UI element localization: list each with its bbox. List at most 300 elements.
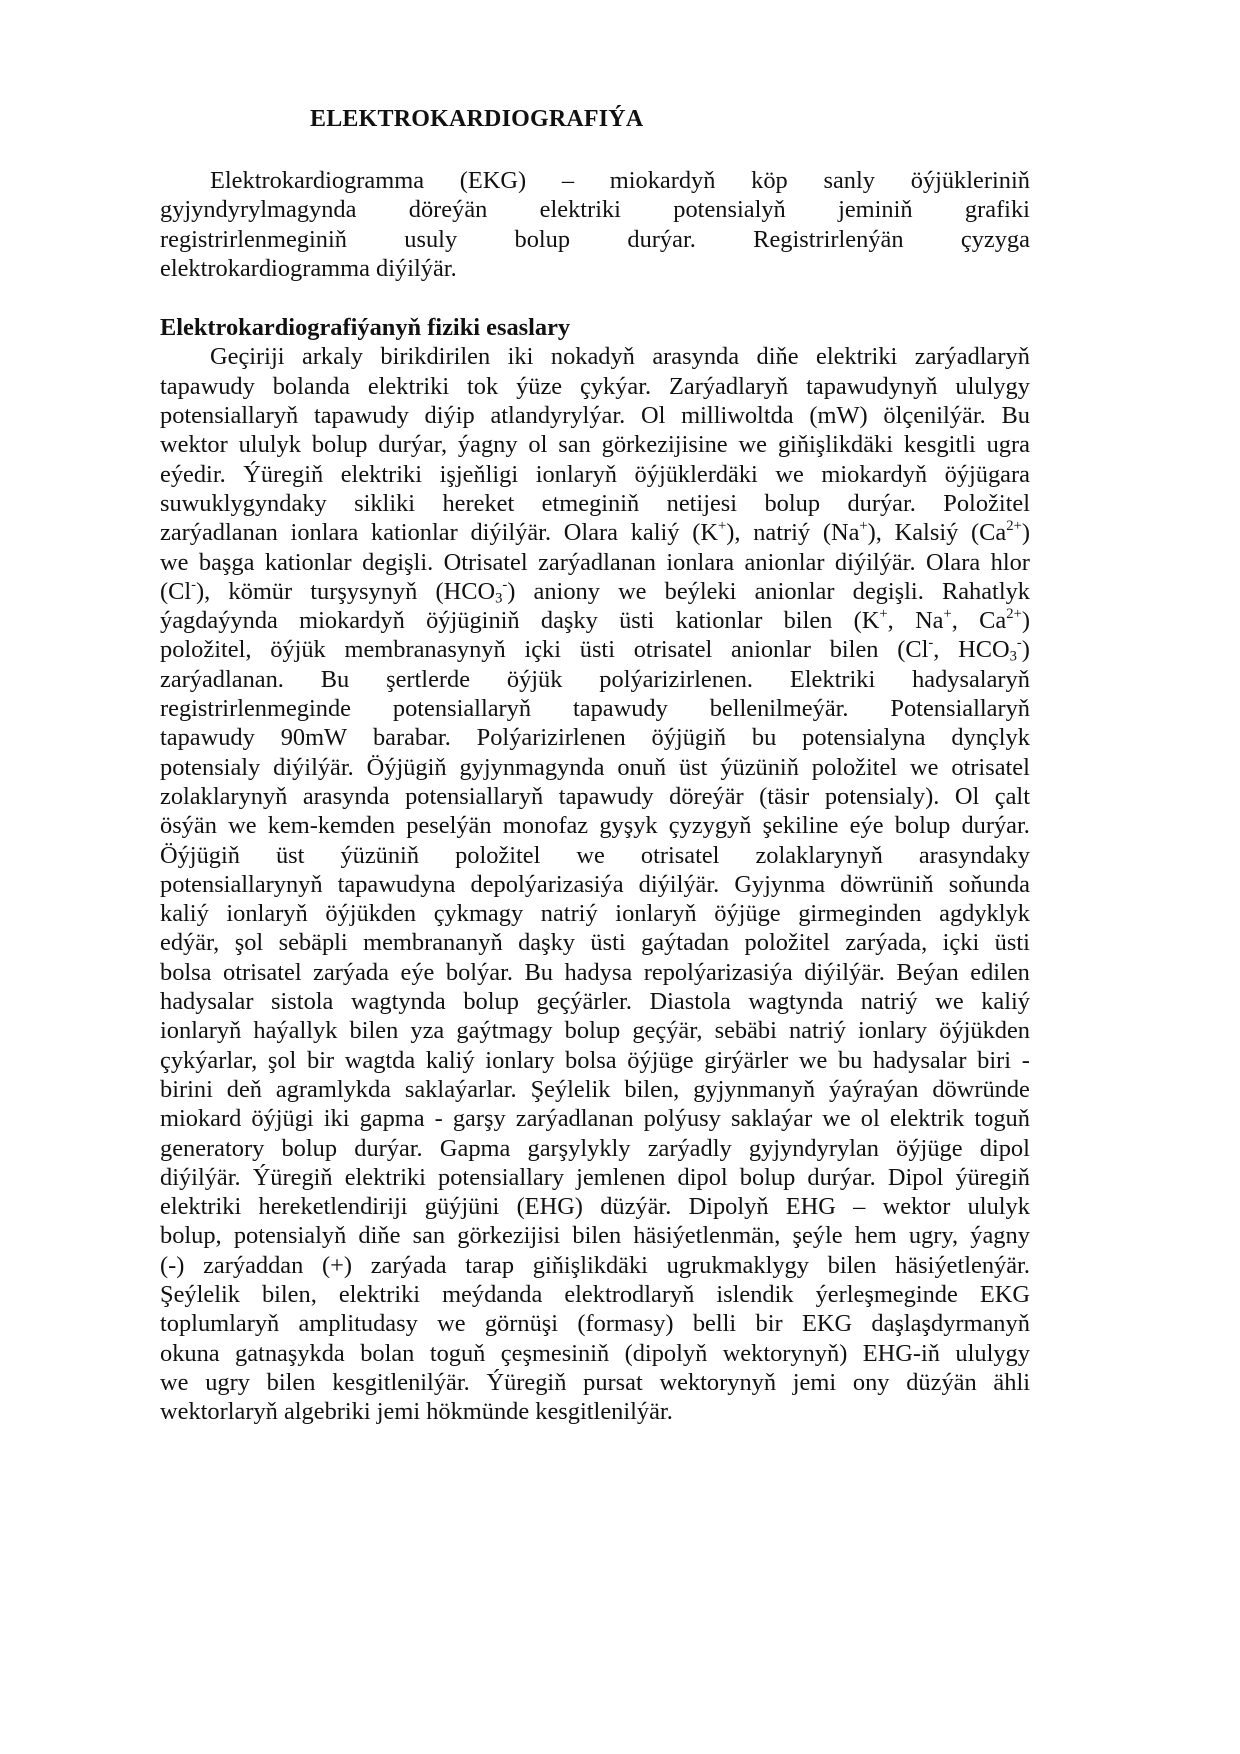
- word: wektorlaryň: [160, 1398, 278, 1426]
- word: eýe: [400, 958, 435, 986]
- word: öýjük: [270, 636, 326, 664]
- word: $HCO_3^-$): [958, 635, 1030, 666]
- word: diýilýär.: [804, 958, 885, 986]
- word: bolup: [564, 1017, 621, 1045]
- word: (mW): [809, 402, 868, 430]
- word: degişli.: [362, 548, 434, 576]
- word: elektrodlaryň: [564, 1280, 695, 1308]
- word: çykmagy: [433, 900, 524, 928]
- word: Kalsiý: [894, 519, 959, 547]
- word: agdyklyk: [939, 900, 1030, 928]
- word: şeýle: [792, 1222, 843, 1250]
- word: beýleki: [664, 577, 737, 605]
- text-line: [160, 1368, 1030, 1397]
- word: Bu: [320, 665, 350, 693]
- word: diýilýär.: [470, 519, 552, 547]
- word: bir: [307, 1046, 335, 1074]
- word: otrisatel: [640, 841, 720, 869]
- word: zarýadlaryň: [914, 343, 1030, 371]
- word: bilen: [783, 607, 833, 635]
- word: bolup: [764, 489, 821, 517]
- word: (Cl-),: [160, 576, 211, 605]
- word: Gyjynma: [734, 870, 826, 898]
- document-page: [160, 104, 1030, 1426]
- word: düzýän: [906, 1368, 977, 1396]
- word: membrananyň: [363, 929, 503, 957]
- word: çeşmesiniň: [500, 1339, 610, 1367]
- word: görkezijisine: [601, 431, 728, 459]
- word: we: [618, 577, 647, 605]
- word: garşy: [452, 1105, 506, 1133]
- word: yza: [410, 1017, 445, 1045]
- word: onuň: [617, 753, 667, 781]
- word: zarýadly: [647, 1134, 732, 1162]
- word: birini: [160, 1075, 213, 1103]
- word: hereket: [442, 489, 515, 517]
- word: –: [561, 167, 575, 194]
- word: Öýjügiň: [366, 753, 447, 781]
- word: durýar.: [961, 812, 1030, 840]
- word: zarýadlanan: [538, 548, 656, 576]
- word: elektriki: [367, 372, 450, 400]
- text-line: [160, 928, 1030, 957]
- word: hadysalaryň: [912, 665, 1030, 693]
- word: položitel: [744, 929, 830, 957]
- word: zarýadlanan: [515, 1105, 634, 1133]
- word: ululyk: [967, 1193, 1030, 1221]
- word: ýagny: [457, 431, 518, 459]
- word: Rahatlyk: [941, 577, 1030, 605]
- word: natriý: [789, 1017, 846, 1045]
- word: geçýärler.: [536, 988, 632, 1016]
- word: degişli.: [852, 577, 924, 605]
- text-line: [160, 1016, 1030, 1045]
- word: 90mW: [280, 724, 348, 752]
- word: gyjyndyrylmagynda: [160, 196, 357, 224]
- word: elektriki: [340, 460, 423, 488]
- word: bolup: [739, 1163, 796, 1191]
- word: otrisatel: [223, 958, 302, 986]
- word: registrirlenmeginiň: [160, 225, 347, 253]
- text-line: [160, 1104, 1030, 1133]
- word: turşysynyň: [310, 577, 418, 605]
- text-line: [160, 1309, 1030, 1338]
- word: bilen: [827, 1251, 877, 1279]
- word: Dipolyň: [688, 1193, 769, 1221]
- word: üsti: [619, 607, 655, 635]
- word: diýilýär.: [160, 1163, 241, 1191]
- word: şertlerde: [386, 665, 471, 693]
- word: pursat: [583, 1368, 643, 1396]
- word: bilen: [829, 636, 879, 664]
- text-line: [160, 665, 1030, 694]
- word: ölçenilýär.: [883, 402, 986, 430]
- word: Beýan: [896, 958, 959, 986]
- word: ähli: [993, 1368, 1030, 1396]
- word: atlandyrylýar.: [490, 402, 626, 430]
- text-line: [160, 1192, 1030, 1221]
- word: içki: [524, 636, 562, 664]
- word: içki: [942, 929, 980, 957]
- word: milliwoltda: [681, 402, 794, 430]
- text-line: [160, 870, 1030, 899]
- word: (Cl-,: [897, 635, 940, 664]
- text-line: [160, 489, 1030, 518]
- word: gapma: [359, 1105, 425, 1133]
- word: saklaýarlar.: [404, 1075, 517, 1103]
- word: Ýüregiň: [486, 1368, 567, 1396]
- word: položitel: [455, 841, 541, 869]
- word: miokardyň: [299, 607, 405, 635]
- word: Diastola: [649, 988, 731, 1016]
- word: öýjügara: [944, 460, 1030, 488]
- word: bolýar.: [445, 958, 513, 986]
- text-line: [160, 899, 1030, 928]
- word: hadysalar: [160, 988, 254, 1016]
- word: diýilýär.: [834, 548, 916, 576]
- word: etmeginiň: [541, 489, 640, 517]
- word: öýjüge: [896, 1134, 963, 1162]
- word: ýüregiň: [955, 1163, 1030, 1191]
- word: ionlaryň: [615, 900, 697, 928]
- word: kationlar: [264, 548, 352, 576]
- word: öýjüge: [627, 1046, 694, 1074]
- word: miokardyň: [821, 460, 928, 488]
- word: tapawudy: [572, 695, 668, 723]
- word: membranasynyň: [344, 636, 506, 664]
- word: şol: [234, 929, 264, 957]
- word: arasynda: [652, 343, 740, 371]
- word: depolýarizasiýa: [470, 870, 624, 898]
- word: jeminiň: [838, 196, 913, 224]
- word: döreýän: [408, 196, 488, 224]
- text-line: [160, 958, 1030, 987]
- word: kaliý: [160, 900, 209, 928]
- word: Gapma: [439, 1134, 511, 1162]
- word: tapawudynyň: [806, 372, 938, 400]
- word: görkezijisi: [457, 1222, 561, 1250]
- word: suwuklygyndaky: [160, 489, 327, 517]
- word: wektor: [160, 431, 228, 459]
- word: islendik: [716, 1280, 794, 1308]
- word: eýedir.: [160, 460, 226, 488]
- word: ony: [852, 1368, 890, 1396]
- word: bilen,: [624, 1075, 680, 1103]
- word: öýjükden: [325, 900, 417, 928]
- word: giňişlikdäki: [777, 431, 894, 459]
- word: EHG: [785, 1193, 836, 1221]
- word: gatnaşykda: [235, 1339, 345, 1367]
- word: öýjükden: [939, 1017, 1030, 1045]
- word: wektor: [882, 1193, 951, 1221]
- word: arasynda: [302, 782, 390, 810]
- word: ugry: [205, 1368, 250, 1396]
- word: edýär,: [160, 929, 220, 957]
- word: ionlara: [666, 548, 735, 576]
- word: şekiline: [762, 812, 839, 840]
- text-line: [160, 195, 1030, 224]
- word: Öýjügiň: [160, 841, 240, 869]
- word: ösýän: [160, 812, 217, 840]
- word: bilen,: [261, 1280, 317, 1308]
- word: okuna: [160, 1339, 220, 1367]
- text-line: [160, 342, 1030, 371]
- word: (+): [322, 1251, 353, 1279]
- text-line: [160, 694, 1030, 723]
- word: we: [160, 548, 189, 576]
- word: bolup: [463, 988, 519, 1016]
- word: daşky: [540, 607, 598, 635]
- word: Olara: [563, 519, 618, 547]
- word: we: [798, 1046, 828, 1074]
- word: anionlar: [731, 636, 811, 664]
- word: başga: [198, 548, 255, 576]
- word: potensialyň: [233, 1222, 347, 1250]
- word: çyzyga: [960, 225, 1030, 253]
- word: zarýadlanan.: [160, 665, 284, 693]
- word: ýüze: [516, 372, 563, 400]
- word: bolanda: [272, 372, 350, 400]
- word: tok: [467, 372, 499, 400]
- word: usuly: [404, 225, 458, 253]
- word: algebriki: [283, 1398, 371, 1426]
- word: durýar.: [847, 489, 916, 517]
- word: gaýtmagy: [456, 1017, 553, 1045]
- word: Položitel: [943, 489, 1030, 517]
- word: položitel: [811, 753, 898, 781]
- word: bir: [755, 1310, 783, 1338]
- word: polýarizirlenen.: [599, 665, 754, 693]
- word: (EHG): [516, 1193, 583, 1221]
- word: ululyk: [238, 431, 301, 459]
- text-line: [160, 460, 1030, 489]
- word: potensialy).: [824, 782, 940, 810]
- word: daşlaşdyrmanyň: [871, 1310, 1030, 1338]
- text-line: [160, 782, 1030, 811]
- word: girýärler: [704, 1046, 789, 1074]
- word: Olara: [926, 548, 981, 576]
- text-line: [160, 1397, 1030, 1426]
- word: kaliý: [630, 519, 680, 547]
- body-paragraph: [160, 342, 1030, 1426]
- word: öýjüginiň: [426, 607, 520, 635]
- text-line: [160, 606, 1030, 635]
- text-line: [160, 1075, 1030, 1104]
- word: birikdirilen: [380, 343, 491, 371]
- word: zolaklarynyň: [755, 841, 883, 869]
- word: elektriki: [539, 196, 621, 224]
- word: bilen: [266, 1368, 316, 1396]
- word: anionlar: [744, 548, 825, 576]
- word: tarap: [465, 1251, 515, 1279]
- word: hadysalar: [873, 1046, 967, 1074]
- word: sebäbi: [714, 1017, 777, 1045]
- word: bolsa: [160, 958, 212, 986]
- word: diňe: [756, 343, 799, 371]
- word: gaýtadan: [641, 929, 730, 957]
- word: girmeginden: [798, 900, 922, 928]
- word: miokard: [160, 1105, 242, 1133]
- word: bolup: [894, 812, 951, 840]
- word: EHG-iň: [862, 1339, 940, 1367]
- word: durýar.: [627, 225, 696, 253]
- word: diňe: [358, 1222, 401, 1250]
- word: we: [910, 753, 939, 781]
- word: zolaklarynyň: [160, 782, 288, 810]
- word: geçýär,: [632, 1017, 703, 1045]
- word: Zarýadlaryň: [669, 372, 789, 400]
- word: elektrokardiogramma: [160, 254, 370, 282]
- word: döreýär: [669, 782, 744, 810]
- word: durýar.: [807, 1163, 876, 1191]
- word: potensiallaryň: [160, 402, 299, 430]
- word: ionlara: [290, 519, 359, 547]
- word: ugry,: [908, 1222, 959, 1250]
- word: we: [437, 1310, 466, 1338]
- word: ýüzüniň: [720, 753, 799, 781]
- word: dipol: [979, 1134, 1030, 1162]
- word: we: [228, 812, 257, 840]
- word: elektriki: [344, 1163, 426, 1191]
- word: kesgitli: [903, 431, 976, 459]
- word: ululygy: [955, 372, 1030, 400]
- word: potensialyň: [673, 196, 786, 224]
- word: san: [558, 431, 591, 459]
- word: Ol: [641, 402, 666, 430]
- word: amplitudasy: [298, 1310, 418, 1338]
- word: häsiýetlenmän,: [633, 1222, 781, 1250]
- word: görnüşi: [484, 1310, 559, 1338]
- word: sistola: [271, 988, 334, 1016]
- section-heading: Elektrokardiografiýanyň fiziki esaslary: [160, 314, 571, 342]
- word: kationlar: [675, 607, 763, 635]
- word: arkaly: [301, 343, 363, 371]
- word: jemlenen: [576, 1163, 666, 1191]
- word: biri: [977, 1046, 1012, 1074]
- word: öýjügi: [251, 1105, 314, 1133]
- word: öýjükleriniň: [910, 167, 1030, 194]
- word: tapawudyna: [337, 870, 456, 898]
- word: arasyndaky: [918, 841, 1030, 869]
- word: bilen: [349, 1017, 399, 1045]
- word: kesgitlenilýär.: [332, 1368, 470, 1396]
- word: -: [1021, 1046, 1030, 1074]
- word: toplumlaryň: [160, 1310, 280, 1338]
- text-line: [160, 577, 1030, 606]
- word: miokardyň: [609, 167, 716, 194]
- word: eýe: [849, 812, 884, 840]
- word: zarýaddan: [203, 1251, 304, 1279]
- word: netijesi: [666, 489, 738, 517]
- word: aniony: [533, 577, 600, 605]
- word: elektrik: [889, 1105, 965, 1133]
- word: durýar.: [354, 1134, 423, 1162]
- word: bolup: [311, 431, 368, 459]
- word: öýjük: [506, 665, 563, 693]
- word: häsiýetlenýär.: [895, 1251, 1030, 1279]
- word: ýüzüniň: [340, 841, 420, 869]
- word: hereketlendiriji: [258, 1193, 408, 1221]
- word: öýjüge: [714, 900, 781, 928]
- word: san: [412, 1222, 446, 1250]
- word: diýilýär.: [638, 870, 720, 898]
- word: otrisatel: [951, 753, 1030, 781]
- word: bolup: [514, 225, 571, 253]
- word: we: [775, 460, 804, 488]
- text-line: [160, 430, 1030, 459]
- word: dipol: [677, 1163, 728, 1191]
- word: ol: [860, 1105, 880, 1133]
- word: diýilýär.: [273, 753, 354, 781]
- word: öýjügiň: [651, 724, 727, 752]
- text-line: [160, 753, 1030, 782]
- text-line: [160, 811, 1030, 840]
- word: bu: [837, 1046, 863, 1074]
- word: $Ca^{2+}$): [979, 605, 1030, 635]
- word: üsti: [579, 636, 615, 664]
- word: Ýüregiň: [252, 1163, 333, 1191]
- word: Bu: [1001, 402, 1030, 430]
- word: anionlar: [754, 577, 835, 605]
- word: bolup,: [160, 1222, 222, 1250]
- word: üst: [275, 841, 305, 869]
- word: we: [160, 1368, 189, 1396]
- word: natriý: [860, 988, 918, 1016]
- word: (formasy): [577, 1310, 674, 1338]
- text-line: [160, 518, 1030, 547]
- word: garşylykly: [527, 1134, 631, 1162]
- word: Elektrokardiogramma: [210, 167, 425, 194]
- word: saklaýar: [730, 1105, 813, 1133]
- text-line: [160, 1280, 1030, 1309]
- word: Bu: [524, 958, 553, 986]
- word: durýar,: [378, 431, 448, 459]
- word: meýdanda: [442, 1280, 543, 1308]
- word: natriý: [540, 900, 598, 928]
- word: haýallyk: [253, 1017, 338, 1045]
- word: işjeňligi: [439, 460, 519, 488]
- word: elektriki: [816, 343, 898, 371]
- word: gyjynmanyň: [693, 1075, 816, 1103]
- word: öýjüklerdäki: [634, 460, 758, 488]
- word: ýaýraýan: [829, 1075, 919, 1103]
- word: zarýadlanan: [160, 519, 278, 547]
- intro-paragraph: [160, 166, 1030, 283]
- word: Şeýlelik: [160, 1280, 240, 1308]
- word: deň: [226, 1075, 262, 1103]
- word: ionlary: [485, 1046, 555, 1074]
- word: polýusy: [643, 1105, 721, 1133]
- word: elektriki: [160, 1193, 242, 1221]
- word: potensiallary: [438, 1163, 565, 1191]
- word: sanly: [823, 167, 875, 194]
- word: potensiallaryň: [405, 782, 544, 810]
- word: toguň: [429, 1339, 486, 1367]
- text-line: [160, 254, 1030, 283]
- word: zarýada,: [845, 929, 928, 957]
- word: Geçiriji: [210, 343, 285, 371]
- word: ýerleşmeginde: [815, 1280, 958, 1308]
- word: soňunda: [948, 870, 1030, 898]
- word: $(HCO_3^-)$: [435, 576, 516, 607]
- document-title: ELEKTROKARDIOGRAFIÝA: [310, 106, 644, 132]
- word: gyjyndyrylan: [748, 1134, 879, 1162]
- word: Dipol: [887, 1163, 944, 1191]
- word: jemi: [792, 1368, 837, 1396]
- word: Ol: [954, 782, 980, 810]
- word: repolýarizasiýa: [643, 958, 793, 986]
- word: bolan: [360, 1339, 415, 1367]
